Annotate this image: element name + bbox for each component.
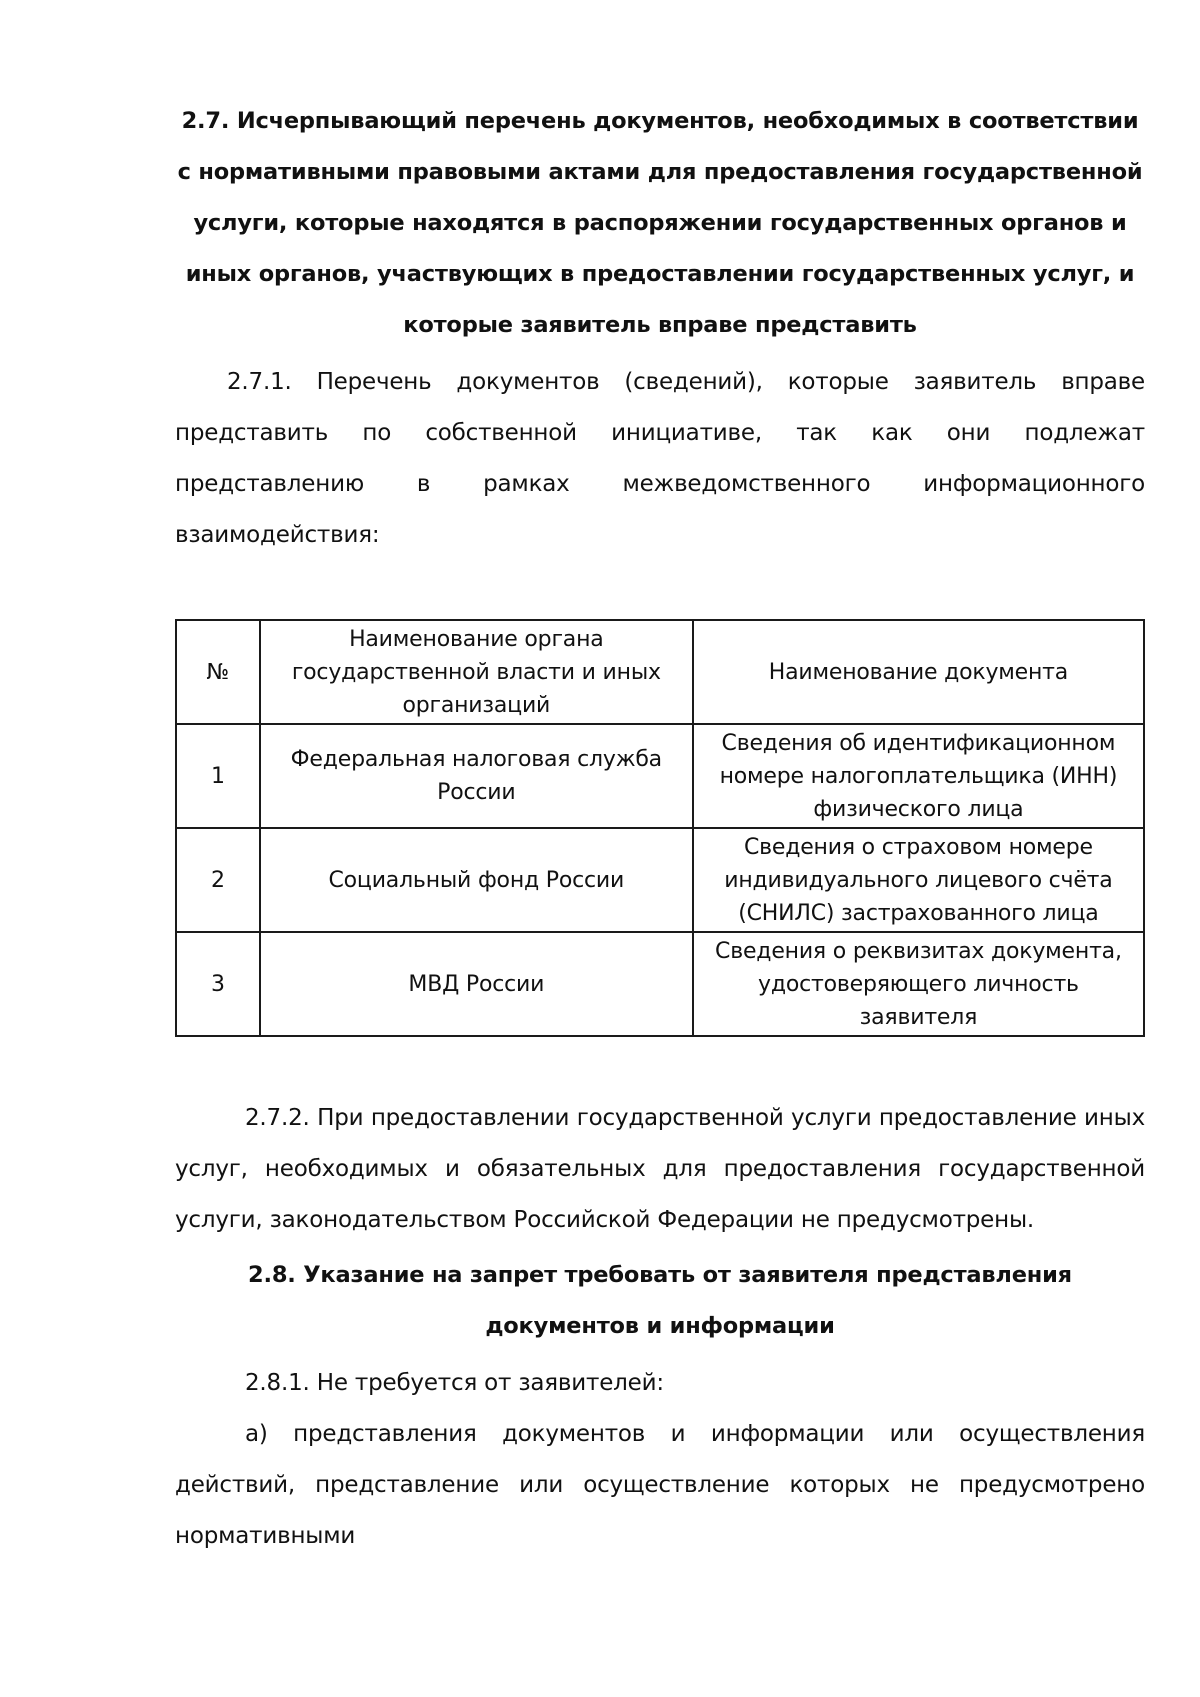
row-number: 3 [176, 932, 260, 1036]
paragraph-2-8-1: 2.8.1. Не требуется от заявителей: [245, 1370, 664, 1396]
table-row [176, 724, 1144, 828]
row-organization: МВД России [260, 932, 693, 1036]
paragraph-2-7-2: 2.7.2. При предоставлении государственной услуги предоставление иных услуг, необходимых и обязательных для предоставления государственной услуги, законодательством Российской Федерации не предусмотрены. [175, 1105, 1145, 1233]
row-number: 2 [176, 828, 260, 932]
row-document: Сведения о реквизитах документа, удостоверяющего личность заявителя [693, 932, 1144, 1036]
row-organization: Социальный фонд России [260, 828, 693, 932]
table-header-row [176, 620, 1144, 724]
row-document: Сведения о страховом номере индивидуального лицевого счёта (СНИЛС) застрахованного лица [693, 828, 1144, 932]
header-organization: Наименование органа государственной власти и иных организаций [260, 620, 693, 724]
paragraph-2-8-1-a: а) представления документов и информации или осуществления действий, представление или осуществление которых не предусмотрено нормативными [175, 1421, 1145, 1549]
header-document: Наименование документа [693, 620, 1144, 724]
row-document: Сведения об идентификационном номере налогоплательщика (ИНН) физического лица [693, 724, 1144, 828]
paragraph-2-7-1: 2.7.1. Перечень документов (сведений), которые заявитель вправе представить по собственной инициативе, так как они подлежат представлению в рамках межведомственного информационного взаимодействия: [175, 369, 1145, 548]
table-row [176, 932, 1144, 1036]
row-number: 1 [176, 724, 260, 828]
section-2-7-heading: 2.7. Исчерпывающий перечень документов, необходимых в соответствии с нормативными правовыми актами для предоставления государственной услуги, которые находятся в распоряжении государственных органов и иных органов, участвующих в предоставлении государственных услуг, и которые заявитель вправе представить [177, 108, 1143, 338]
row-organization: Федеральная налоговая служба России [260, 724, 693, 828]
document-page [175, 96, 1145, 1562]
table-row [176, 828, 1144, 932]
documents-table [175, 619, 1145, 1037]
section-2-8-heading: 2.8. Указание на запрет требовать от заявителя представления документов и информации [248, 1262, 1072, 1339]
header-number: № [176, 620, 260, 724]
